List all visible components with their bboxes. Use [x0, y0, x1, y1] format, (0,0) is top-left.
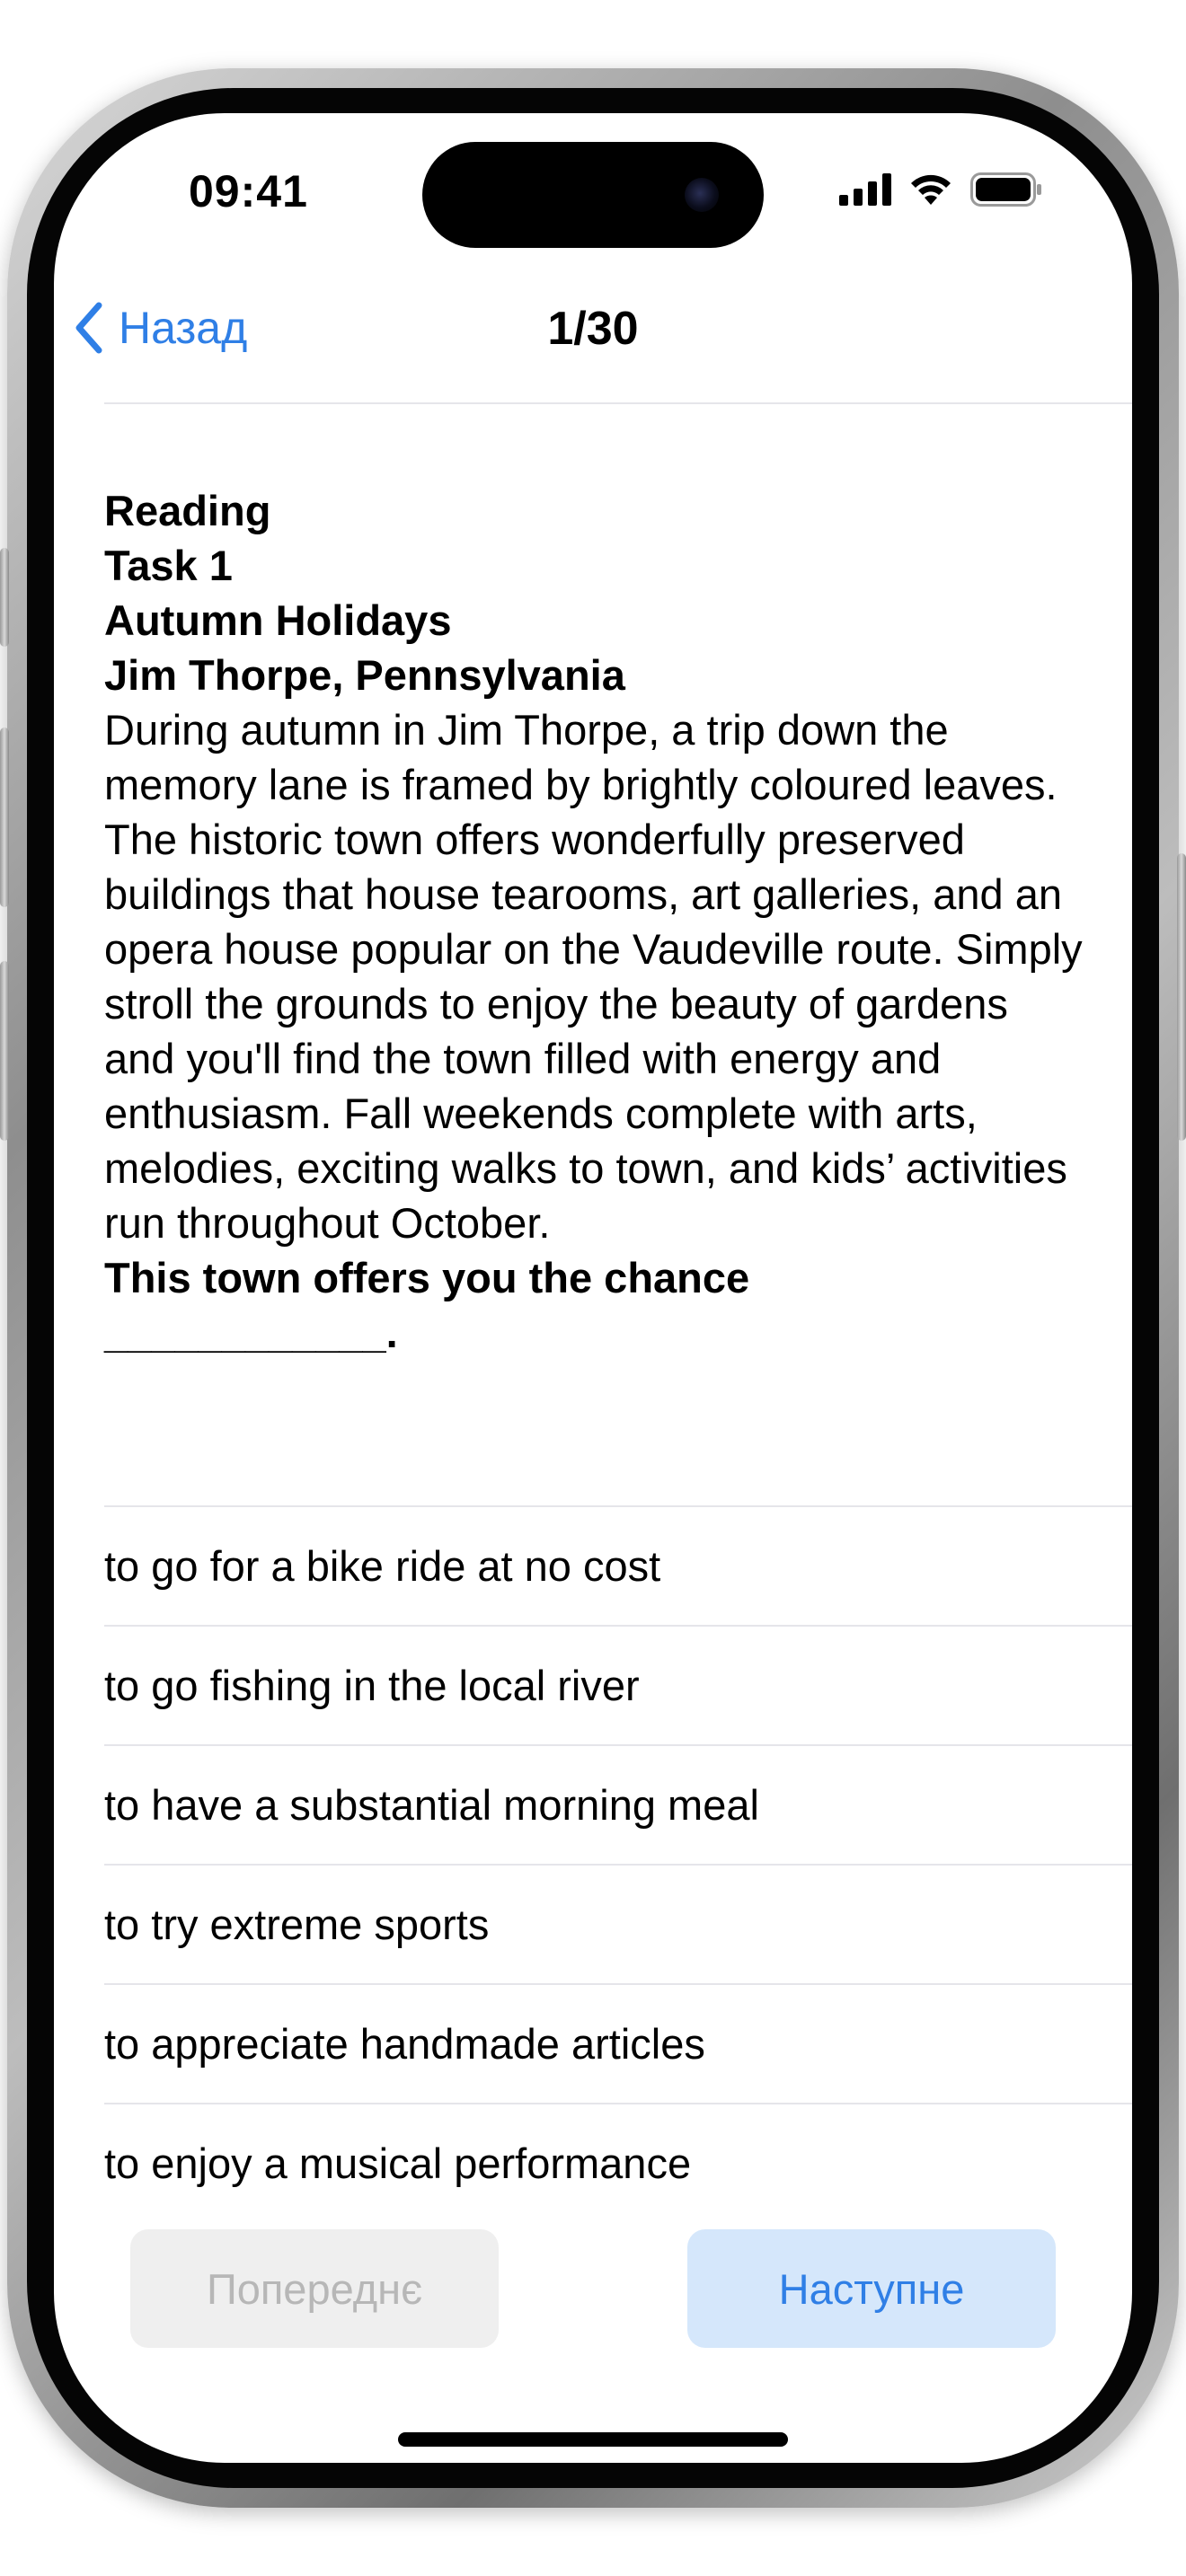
nav-divider [104, 402, 1132, 404]
pagination-buttons [54, 2229, 1132, 2348]
option-label: to enjoy a musical performance [104, 2139, 692, 2187]
option-label: to go for a bike ride at no cost [104, 1542, 661, 1590]
front-camera-icon [685, 178, 719, 212]
question-text: This town offers you the chance [104, 1254, 750, 1301]
section-title: Reading [104, 487, 271, 534]
passage-location: Jim Thorpe, Pennsylvania [104, 651, 625, 699]
passage-text: During autumn in Jim Thorpe, a trip down the memory lane is framed by brightly coloured leaves. The historic town offers wonderfully preserved buildings that house tearooms, art galleries, and an opera house popular on the Vaudeville route. Simply stroll the grounds to enjoy the beauty of gardens and you'll find the town filled with energy and enthusiasm. Fall weekends complete with arts, melodies, exciting walks to town, and kids’ activities run throughout October. [104, 706, 1083, 1247]
page-title: 1/30 [547, 303, 639, 355]
question-blank: ____________. [104, 1309, 398, 1356]
task-content [104, 483, 1084, 1360]
volume-up-button [0, 728, 9, 907]
answer-option[interactable] [104, 1744, 1132, 1864]
power-button [1177, 853, 1186, 1141]
home-indicator[interactable] [398, 2432, 788, 2447]
answer-option[interactable] [104, 1983, 1132, 2103]
dynamic-island [422, 142, 764, 248]
option-label: to try extreme sports [104, 1901, 490, 1948]
answer-option[interactable] [104, 1864, 1132, 1983]
task-number: Task 1 [104, 542, 233, 589]
status-icons [839, 172, 1042, 207]
option-label: to go fishing in the local river [104, 1662, 640, 1709]
next-button[interactable]: Наступне [687, 2229, 1056, 2348]
passage-heading: Autumn Holidays [104, 596, 452, 644]
option-label: to appreciate handmade articles [104, 2020, 705, 2068]
answer-options [104, 1505, 1132, 2222]
volume-down-button [0, 961, 9, 1141]
action-button [0, 548, 9, 647]
cellular-signal-icon [839, 173, 891, 206]
answer-option[interactable] [104, 2103, 1132, 2222]
wifi-icon [907, 172, 954, 207]
navigation-bar [54, 284, 1132, 374]
screen [54, 113, 1132, 2463]
option-label: to have a substantial morning meal [104, 1781, 759, 1829]
back-button-label: Назад [119, 303, 248, 353]
battery-icon [970, 172, 1042, 207]
answer-option[interactable] [104, 1505, 1132, 1625]
status-time: 09:41 [189, 166, 308, 216]
previous-button[interactable]: Попереднє [130, 2229, 499, 2348]
answer-option[interactable] [104, 1625, 1132, 1744]
